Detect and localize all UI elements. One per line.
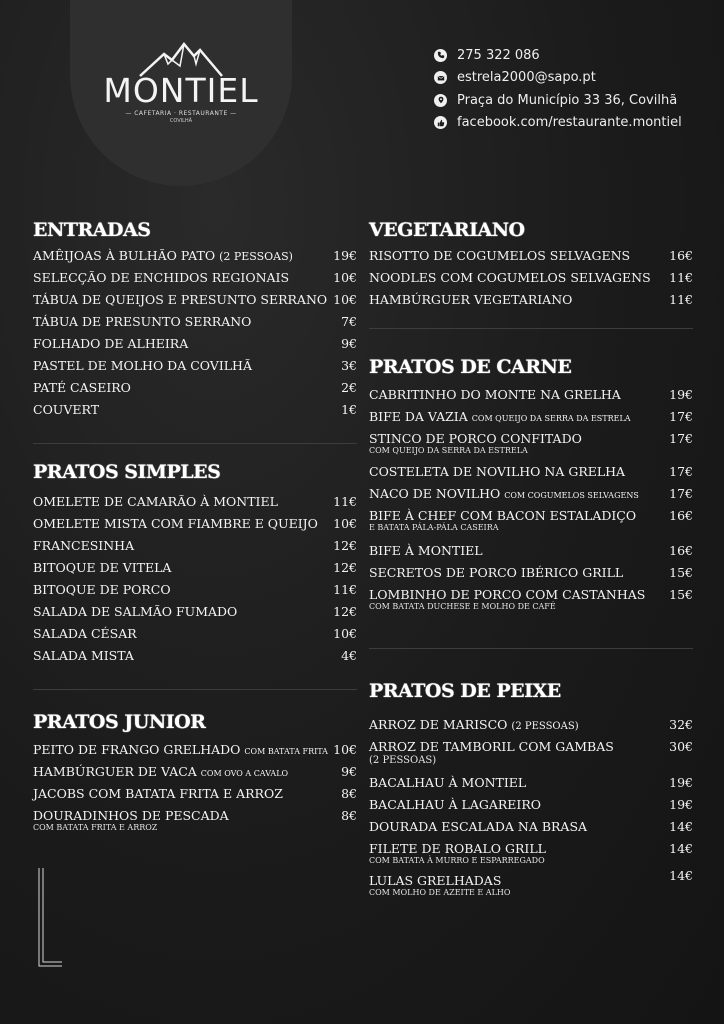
menu-item: [369, 431, 693, 464]
item-name: BITOQUE DE PORCO: [33, 582, 171, 597]
contact-text[interactable]: Praça do Município 33 36, Covilhã: [457, 92, 678, 108]
phone-icon: [434, 49, 447, 62]
menu-item: [369, 587, 693, 617]
menu-item: [33, 742, 357, 764]
menu-item: [369, 739, 693, 775]
item-name: NOODLES COM COGUMELOS SELVAGENS: [369, 270, 651, 285]
item-name: FOLHADO DE ALHEIRA: [33, 336, 189, 351]
item-name: BACALHAU À LAGAREIRO: [369, 797, 542, 812]
item-price: 10€: [333, 742, 357, 757]
item-price: 19€: [669, 387, 693, 402]
item-name: LULAS GRELHADAS COM MOLHO DE AZEITE E ALHO: [369, 873, 511, 897]
contact-text[interactable]: facebook.com/restaurante.montiel: [457, 115, 682, 131]
item-price: 10€: [333, 626, 357, 641]
item-name: BITOQUE DE VITELA: [33, 560, 172, 575]
item-name: TÁBUA DE QUEIJOS E PRESUNTO SERRANO: [33, 292, 328, 307]
item-price: 12€: [333, 604, 357, 619]
menu-item: [369, 797, 693, 819]
item-price: 16€: [669, 248, 693, 263]
item-name: PEITO DE FRANGO GRELHADO COM BATATA FRITA: [33, 742, 328, 757]
menu-item: [369, 248, 693, 270]
item-name: SALADA MISTA: [33, 648, 134, 663]
item-price: 19€: [333, 248, 357, 263]
item-name: HAMBÚRGUER DE VACA COM OVO A CAVALO: [33, 764, 289, 779]
item-name: STINCO DE PORCO CONFITADO COM QUEIJO DA SERRA DA ESTRELA: [369, 431, 582, 455]
item-price: 17€: [669, 486, 693, 501]
item-price: 12€: [333, 538, 357, 553]
item-name: NACO DE NOVILHO COM COGUMELOS SELVAGENS: [369, 486, 639, 501]
item-name: FRANCESINHA: [33, 538, 135, 553]
contact-facebook: [434, 112, 682, 135]
menu-item: [33, 604, 357, 626]
menu-item: [369, 486, 693, 508]
section-title: ENTRADAS: [33, 219, 151, 241]
item-name: COUVERT: [33, 402, 100, 417]
item-price: 30€: [669, 739, 693, 754]
item-price: 9€: [341, 336, 357, 351]
section-title: PRATOS DE CARNE: [369, 356, 572, 378]
item-name: LOMBINHO DE PORCO COM CASTANHAS COM BATATA DUCHESE E MOLHO DE CAFÉ: [369, 587, 646, 611]
item-name: BACALHAU À MONTIEL: [369, 775, 527, 790]
item-name: JACOBS COM BATATA FRITA E ARROZ: [33, 786, 283, 801]
corner-decoration: [38, 868, 62, 968]
item-name: RISOTTO DE COGUMELOS SELVAGENS: [369, 248, 631, 263]
contact-text[interactable]: estrela2000@sapo.pt: [457, 70, 596, 86]
item-price: 16€: [669, 508, 693, 523]
brand-tagline: — CAFETARIA · RESTAURANTE —: [125, 110, 237, 117]
menu-item: [33, 248, 357, 270]
item-name: ARROZ DE TAMBORIL COM GAMBAS (2 PESSOAS): [369, 739, 614, 766]
item-price: 11€: [333, 582, 357, 597]
item-price: 17€: [669, 431, 693, 446]
item-name: DOURADINHOS DE PESCADA COM BATATA FRITA E ARROZ: [33, 808, 229, 832]
section-title: PRATOS SIMPLES: [33, 461, 221, 483]
menu-item: [33, 582, 357, 604]
menu-item: [369, 868, 693, 896]
menu-item: [369, 292, 693, 314]
item-price: 19€: [669, 775, 693, 790]
section-pratos-de-carne: [369, 355, 693, 617]
item-name: SALADA DE SALMÃO FUMADO: [33, 604, 238, 619]
item-price: 17€: [669, 409, 693, 424]
menu-item: [369, 543, 693, 565]
menu-item: [33, 648, 357, 670]
menu-item: [33, 380, 357, 402]
section-title: PRATOS JUNIOR: [33, 711, 206, 733]
item-name: FILETE DE ROBALO GRILL COM BATATA À MURRO E ESPARREGADO: [369, 841, 546, 865]
section-title: PRATOS DE PEIXE: [369, 680, 561, 702]
section-entradas: [33, 218, 357, 424]
item-price: 14€: [669, 841, 693, 856]
item-name: DOURADA ESCALADA NA BRASA: [369, 819, 588, 834]
item-price: 14€: [669, 819, 693, 834]
item-price: 11€: [669, 292, 693, 307]
section-title: VEGETARIANO: [369, 219, 525, 241]
menu-item: [33, 314, 357, 336]
menu-item: [369, 270, 693, 292]
contact-info: [434, 44, 682, 134]
item-name: PASTEL DE MOLHO DA COVILHÃ: [33, 358, 252, 373]
item-name: BIFE À MONTIEL: [369, 543, 483, 558]
menu-item: [369, 565, 693, 587]
section-vegetariano: [369, 218, 693, 314]
item-name: OMELETE DE CAMARÃO À MONTIEL: [33, 494, 278, 509]
item-price: 16€: [669, 543, 693, 558]
brand-name: MONTIEL: [103, 71, 259, 110]
item-price: 11€: [669, 270, 693, 285]
item-price: 10€: [333, 270, 357, 285]
item-name: HAMBÚRGUER VEGETARIANO: [369, 292, 573, 307]
item-name: COSTELETA DE NOVILHO NA GRELHA: [369, 464, 626, 479]
item-price: 11€: [333, 494, 357, 509]
section-pratos-simples: [33, 460, 357, 670]
item-name: SALADA CÉSAR: [33, 626, 137, 641]
brand-logo: [70, 40, 292, 124]
location-icon: [434, 94, 447, 107]
item-price: 12€: [333, 560, 357, 575]
item-price: 15€: [669, 565, 693, 580]
menu-item: [369, 508, 693, 543]
section-pratos-junior: [33, 710, 357, 836]
item-name: SELECÇÃO DE ENCHIDOS REGIONAIS: [33, 270, 290, 285]
menu-item: [369, 464, 693, 486]
menu-item: [33, 626, 357, 648]
item-name: BIFE DA VAZIA COM QUEIJO DA SERRA DA ESTRELA: [369, 409, 631, 424]
item-price: 3€: [341, 358, 357, 373]
item-name: PATÉ CASEIRO: [33, 380, 131, 395]
menu-item: [369, 819, 693, 841]
menu-item: [33, 808, 357, 836]
item-price: 17€: [669, 464, 693, 479]
menu-item: [33, 538, 357, 560]
brand-city: COVILHÃ: [169, 118, 193, 124]
menu-item: [33, 402, 357, 424]
item-price: 14€: [669, 868, 693, 883]
item-name: TÁBUA DE PRESUNTO SERRANO: [33, 314, 252, 329]
menu-item: [33, 270, 357, 292]
menu-item: [369, 841, 693, 868]
item-price: 4€: [341, 648, 357, 663]
item-price: 8€: [341, 808, 357, 823]
item-price: 10€: [333, 292, 357, 307]
item-price: 8€: [341, 786, 357, 801]
item-price: 2€: [341, 380, 357, 395]
menu-item: [369, 717, 693, 739]
menu-item: [369, 775, 693, 797]
section-divider: [369, 648, 693, 649]
menu-item: [33, 336, 357, 358]
menu-item: [369, 409, 693, 431]
item-price: 32€: [669, 717, 693, 732]
section-divider: [33, 443, 357, 444]
item-price: 19€: [669, 797, 693, 812]
contact-email: [434, 67, 682, 90]
menu-item: [33, 516, 357, 538]
item-price: 10€: [333, 516, 357, 531]
item-name: ARROZ DE MARISCO (2 PESSOAS): [369, 717, 579, 732]
section-divider: [369, 328, 693, 329]
item-price: 1€: [341, 402, 357, 417]
item-price: 15€: [669, 587, 693, 602]
item-price: 7€: [341, 314, 357, 329]
menu-item: [369, 387, 693, 409]
mail-icon: [434, 71, 447, 84]
item-price: 9€: [341, 764, 357, 779]
item-name: OMELETE MISTA COM FIAMBRE E QUEIJO: [33, 516, 318, 531]
menu-item: [33, 560, 357, 582]
menu-item: [33, 786, 357, 808]
menu-item: [33, 494, 357, 516]
section-divider: [33, 689, 357, 690]
contact-address: [434, 89, 682, 112]
item-name: SECRETOS DE PORCO IBÉRICO GRILL: [369, 565, 624, 580]
thumbs-up-icon: [434, 116, 447, 129]
section-pratos-de-peixe: [369, 679, 693, 896]
menu-item: [33, 292, 357, 314]
item-name: AMÊIJOAS À BULHÃO PATO (2 PESSOAS): [33, 248, 293, 263]
menu-item: [33, 764, 357, 786]
contact-phone: [434, 44, 682, 67]
item-name: CABRITINHO DO MONTE NA GRELHA: [369, 387, 621, 402]
item-name: BIFE À CHEF COM BACON ESTALADIÇO E BATATA PÁLA-PÁLA CASEIRA: [369, 508, 637, 532]
contact-text[interactable]: 275 322 086: [457, 47, 540, 63]
menu-item: [33, 358, 357, 380]
